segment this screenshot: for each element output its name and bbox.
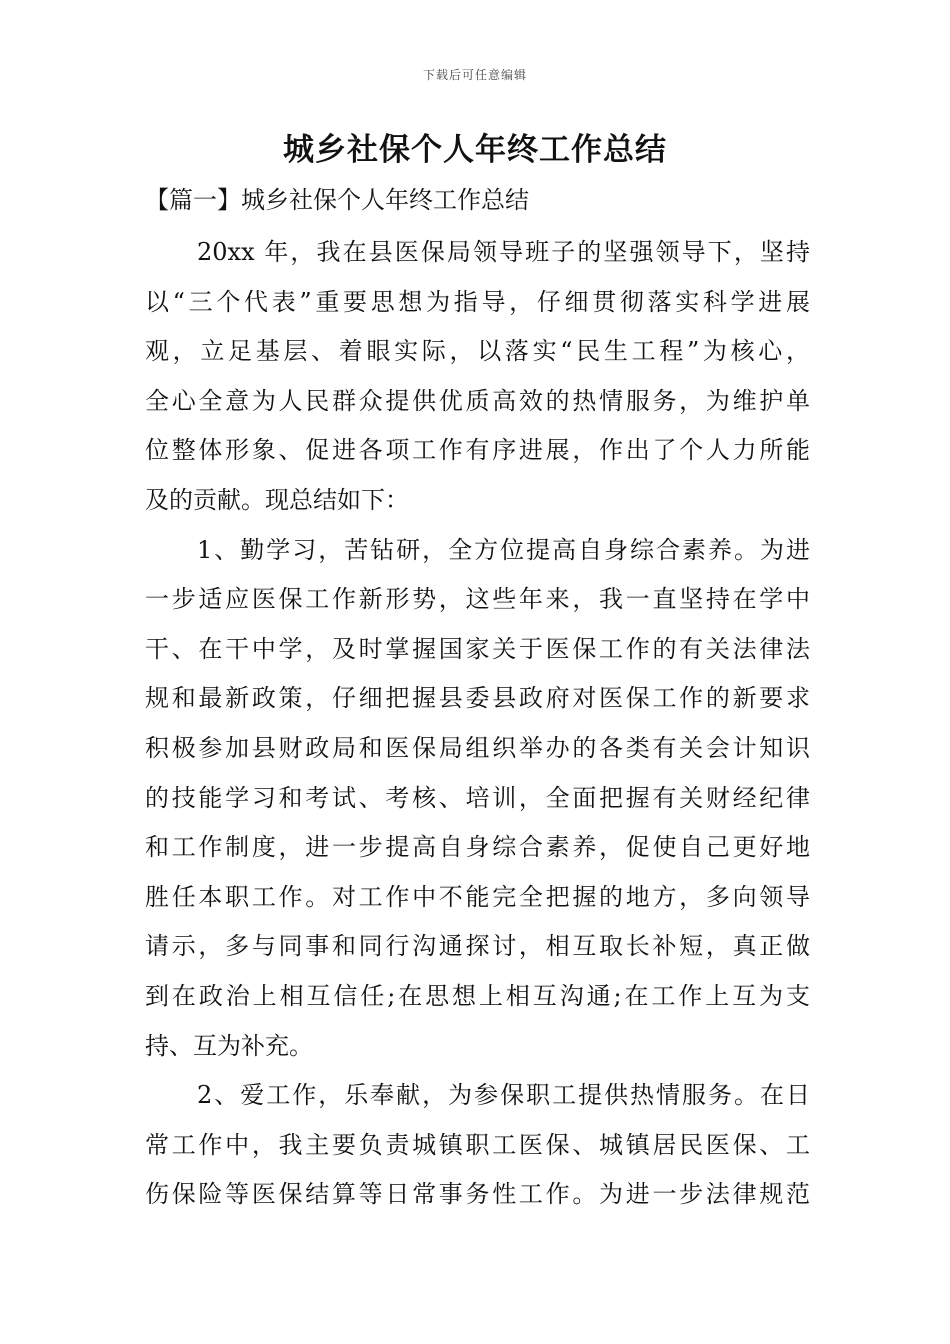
paragraph-1 <box>145 228 810 526</box>
header-note: 下载后可任意编辑 <box>422 68 527 82</box>
text-line: 请示，多与同事和同行沟通探讨，相互取长补短，真正做 <box>145 932 810 961</box>
text-line: 持、互为补充。 <box>145 1031 313 1060</box>
text-line: 位整体形象、促进各项工作有序进展，作出了个人力所能 <box>145 436 810 465</box>
text-line: 胜任本职工作。对工作中不能完全把握的地方，多向领导 <box>145 882 810 911</box>
text-line: 一步适应医保工作新形势，这些年来，我一直坚持在学中 <box>145 585 810 614</box>
text-line: 2、爱工作，乐奉献，为参保职工提供热情服务。在日 <box>197 1081 810 1110</box>
text-line: 20xx 年，我在县医保局领导班子的坚强领导下，坚持 <box>197 238 810 266</box>
text-line: 常工作中，我主要负责城镇职工医保、城镇居民医保、工 <box>145 1130 810 1159</box>
text-line: 伤保险等医保结算等日常事务性工作。为进一步法律规范 <box>145 1180 810 1209</box>
text-line: 规和最新政策，仔细把握县委县政府对医保工作的新要求 <box>145 684 810 713</box>
text-line: 观，立足基层、着眼实际，以落实“民生工程”为核心， <box>145 337 810 366</box>
text-line: 和工作制度，进一步提高自身综合素养，促使自己更好地 <box>145 833 810 862</box>
text-line: 的技能学习和考试、考核、培训，全面把握有关财经纪律 <box>145 783 810 812</box>
text-line: 干、在干中学，及时掌握国家关于医保工作的有关法律法 <box>145 634 810 663</box>
text-line: 积极参加县财政局和医保局组织举办的各类有关会计知识 <box>145 733 810 762</box>
text-line: 全心全意为人民群众提供优质高效的热情服务，为维护单 <box>145 386 810 415</box>
document-title: 城乡社保个人年终工作总结 <box>283 132 667 168</box>
section-heading: 【篇一】城乡社保个人年终工作总结 <box>145 186 529 214</box>
text-line: 1、勤学习，苦钻研，全方位提高自身综合素养。为进 <box>197 535 810 564</box>
document-body <box>145 228 810 1220</box>
paragraph-2 <box>145 526 810 1072</box>
text-line: 及的贡献。现总结如下： <box>145 485 409 514</box>
text-line: 以“三个代表”重要思想为指导，仔细贯彻落实科学进展 <box>145 287 810 316</box>
paragraph-3 <box>145 1071 810 1220</box>
text-line: 到在政治上相互信任;在思想上相互沟通;在工作上互为支 <box>145 981 810 1010</box>
